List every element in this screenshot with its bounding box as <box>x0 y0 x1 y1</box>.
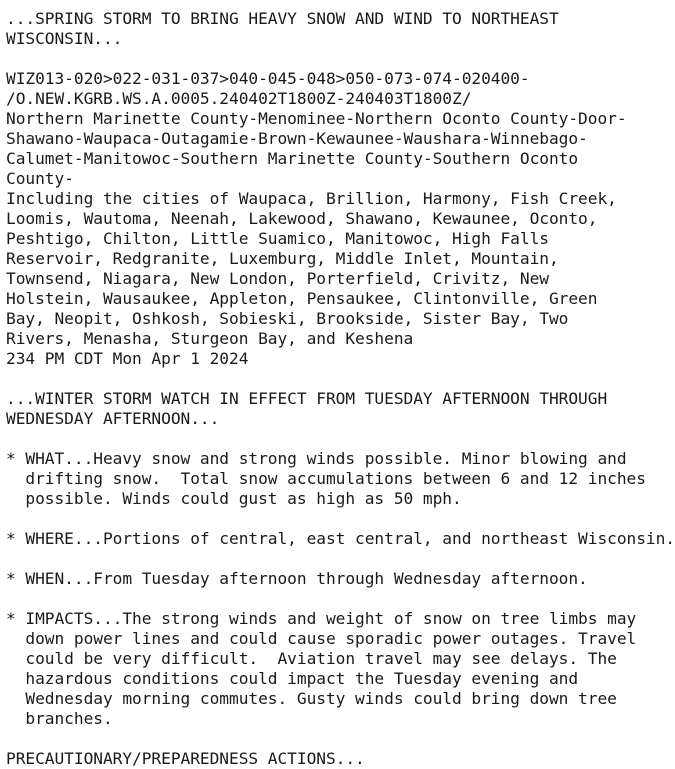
cities-line: Reservoir, Redgranite, Luxemburg, Middle Inlet, Mountain, <box>6 249 559 268</box>
forecast-product-text <box>6 9 675 769</box>
watch-headline-line: ...WINTER STORM WATCH IN EFFECT FROM TUESDAY AFTERNOON THROUGH <box>6 389 608 408</box>
precautionary-actions-heading: PRECAUTIONARY/PREPAREDNESS ACTIONS... <box>6 749 365 768</box>
watch-headline-line: WEDNESDAY AFTERNOON... <box>6 409 220 428</box>
impacts-bullet-line: * IMPACTS...The strong winds and weight of snow on tree limbs may <box>6 609 637 628</box>
cities-line: Townsend, Niagara, New London, Porterfield, Crivitz, New <box>6 269 549 288</box>
what-bullet-line: possible. Winds could gust as high as 50 mph. <box>6 489 462 508</box>
impacts-bullet-line: Wednesday morning commutes. Gusty winds could bring down tree <box>6 689 617 708</box>
cities-line: Peshtigo, Chilton, Little Suamico, Manitowoc, High Falls <box>6 229 549 248</box>
impacts-bullet-line: down power lines and could cause sporadic power outages. Travel <box>6 629 637 648</box>
what-bullet-line: * WHAT...Heavy snow and strong winds possible. Minor blowing and <box>6 449 627 468</box>
county-list-line: Shawano-Waupaca-Outagamie-Brown-Kewaunee-Waushara-Winnebago- <box>6 129 588 148</box>
where-bullet-line: * WHERE...Portions of central, east central, and northeast Wisconsin. <box>6 529 675 548</box>
what-bullet-line: drifting snow. Total snow accumulations between 6 and 12 inches <box>6 469 646 488</box>
issuance-time: 234 PM CDT Mon Apr 1 2024 <box>6 349 249 368</box>
vtec-line: /O.NEW.KGRB.WS.A.0005.240402T1800Z-240403T1800Z/ <box>6 89 472 108</box>
county-list-line: Calumet-Manitowoc-Southern Marinette County-Southern Oconto <box>6 149 579 168</box>
impacts-bullet-line: could be very difficult. Aviation travel may see delays. The <box>6 649 617 668</box>
cities-line: Loomis, Wautoma, Neenah, Lakewood, Shawano, Kewaunee, Oconto, <box>6 209 598 228</box>
cities-line: Rivers, Menasha, Sturgeon Bay, and Keshena <box>6 329 414 348</box>
county-list-line: Northern Marinette County-Menominee-Northern Oconto County-Door- <box>6 109 627 128</box>
when-bullet-line: * WHEN...From Tuesday afternoon through Wednesday afternoon. <box>6 569 588 588</box>
cities-line: Bay, Neopit, Oshkosh, Sobieski, Brookside, Sister Bay, Two <box>6 309 569 328</box>
headline-line: ...SPRING STORM TO BRING HEAVY SNOW AND WIND TO NORTHEAST <box>6 9 559 28</box>
impacts-bullet-line: branches. <box>6 709 113 728</box>
zone-codes-line: WIZ013-020>022-031-037>040-045-048>050-073-074-020400- <box>6 69 530 88</box>
cities-line: Holstein, Wausaukee, Appleton, Pensaukee, Clintonville, Green <box>6 289 598 308</box>
headline-line: WISCONSIN... <box>6 29 123 48</box>
cities-line: Including the cities of Waupaca, Brillion, Harmony, Fish Creek, <box>6 189 617 208</box>
impacts-bullet-line: hazardous conditions could impact the Tuesday evening and <box>6 669 579 688</box>
county-list-line: County- <box>6 169 74 188</box>
